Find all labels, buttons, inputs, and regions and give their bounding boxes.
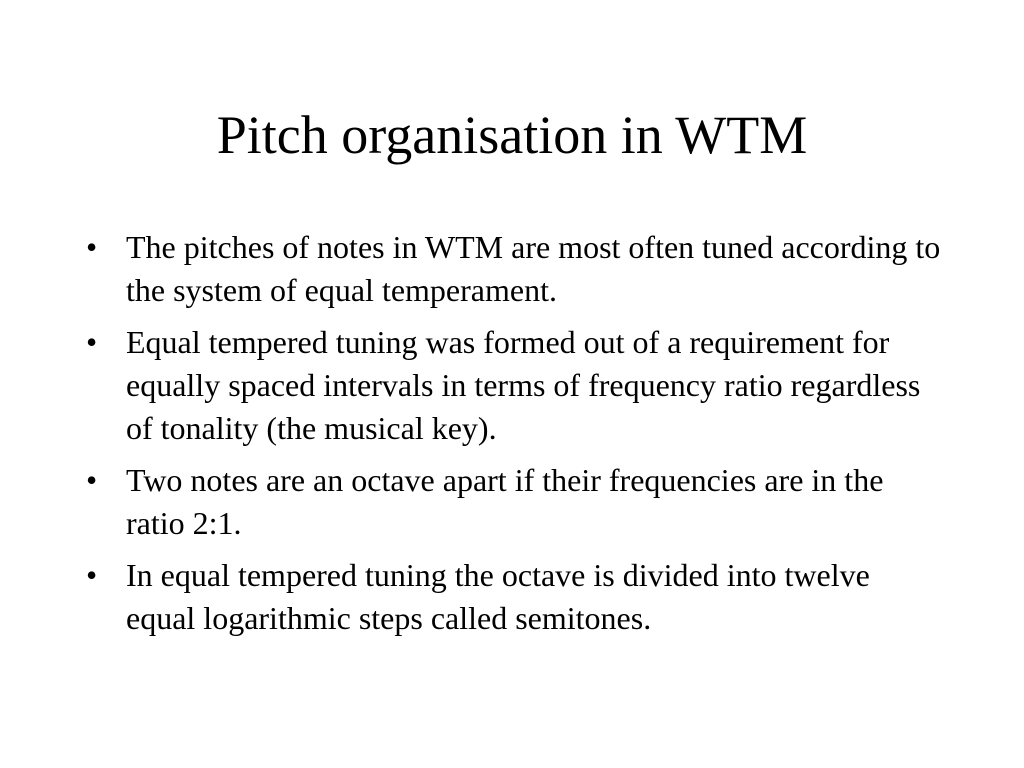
bullet-text: The pitches of notes in WTM are most often tuned according to the system of equal temperament.	[126, 229, 941, 308]
slide-title: Pitch organisation in WTM	[216, 105, 808, 165]
bullet-text: In equal tempered tuning the octave is divided into twelve equal logarithmic steps called semitones.	[126, 557, 870, 636]
bullet-text: Equal tempered tuning was formed out of a requirement for equally spaced intervals in terms of frequency ratio regardless of tonality (the musical key).	[126, 324, 921, 446]
bullet-marker: •	[86, 324, 98, 360]
bullet-item	[84, 459, 944, 545]
bullet-item	[84, 321, 944, 450]
bullet-list	[84, 226, 944, 649]
bullet-item	[84, 554, 944, 640]
bullet-marker: •	[86, 557, 98, 593]
bullet-marker: •	[86, 229, 98, 265]
bullet-text: Two notes are an octave apart if their frequencies are in the ratio 2:1.	[126, 462, 884, 541]
bullet-marker: •	[86, 462, 98, 498]
bullet-item	[84, 226, 944, 312]
